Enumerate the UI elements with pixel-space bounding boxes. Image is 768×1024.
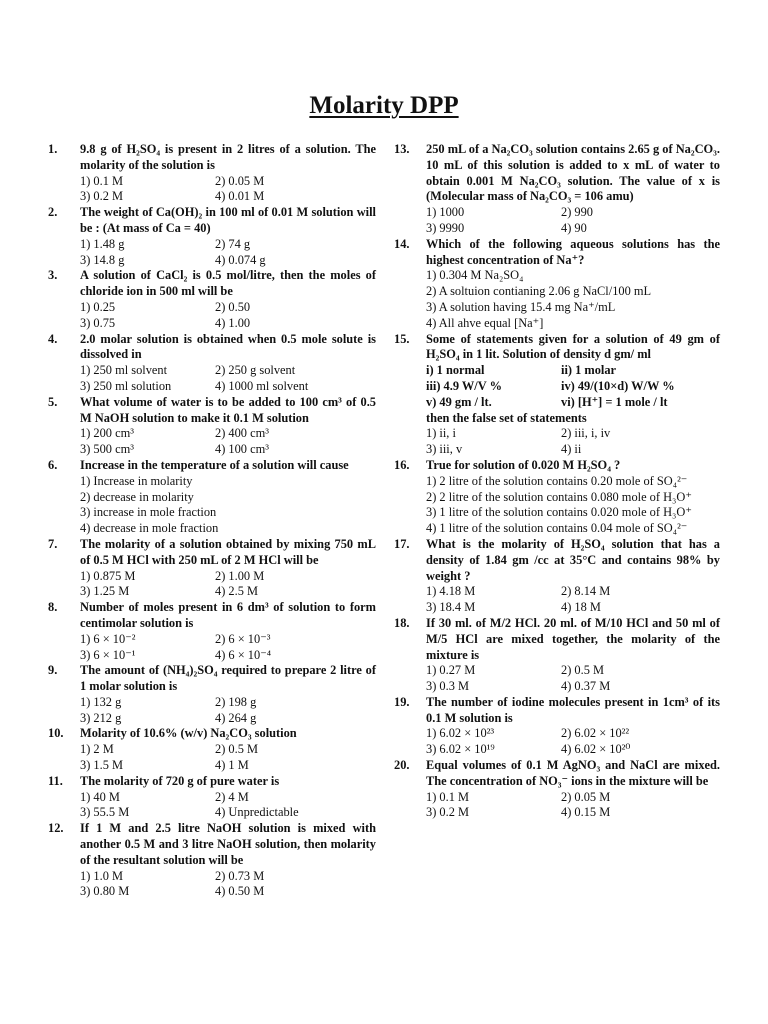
question-20	[394, 758, 720, 821]
answer-option: 1) 6.02 × 10²³	[426, 726, 495, 741]
answer-option: 1) 2 M	[80, 742, 114, 757]
answer-option: 4) 0.074 g	[215, 252, 266, 267]
question-10	[48, 726, 376, 773]
answer-option: 3) 1.25 M	[80, 584, 130, 599]
question-number: 16.	[394, 457, 410, 472]
question-stem: What is the molarity of H₂SO₄ solution that has a density of 1.84 gm /cc at 35°C and contains 98% by weight ?	[426, 536, 720, 583]
question-number: 5.	[48, 394, 58, 409]
answer-option: 4) 0.15 M	[561, 805, 611, 820]
option-list	[80, 237, 376, 269]
option-list	[80, 869, 376, 901]
answer-option: 3) 0.2 M	[426, 805, 470, 820]
question-3	[48, 268, 376, 331]
answer-option: 4) 1 litre of the solution contains 0.04 mole of SO₄²⁻	[426, 521, 688, 536]
question-19	[394, 695, 720, 758]
answer-option: 2) A soltuion contianing 2.06 g NaCl/100 mL	[426, 284, 652, 299]
question-stem: Increase in the temperature of a solution will cause	[80, 457, 349, 472]
statement: vi) [H⁺] = 1 mole / lt	[561, 394, 668, 409]
answer-option: 2) 0.73 M	[215, 868, 265, 883]
question-14	[394, 237, 720, 332]
answer-option: 3) 500 cm³	[80, 442, 134, 457]
question-stem: Which of the following aqueous solutions has the highest concentration of Na⁺?	[426, 236, 720, 267]
question-number: 1.	[48, 142, 58, 156]
answer-option: 3) 18.4 M	[426, 600, 476, 615]
question-11	[48, 774, 376, 821]
answer-option: 1) 0.875 M	[80, 568, 136, 583]
question-number: 13.	[394, 142, 410, 156]
question-13	[394, 142, 720, 237]
answer-option: 1) 0.27 M	[426, 663, 476, 678]
question-stem: A solution of CaCl₂ is 0.5 mol/litre, then the moles of chloride ion in 500 ml will be	[80, 268, 376, 299]
question-number: 3.	[48, 268, 58, 283]
question-number: 14.	[394, 236, 410, 251]
option-list	[80, 174, 376, 206]
statement: iii) 4.9 W/V %	[426, 378, 502, 393]
question-stem: 9.8 g of H₂SO₄ is present in 2 litres of a solution. The molarity of the solution is	[80, 142, 376, 172]
question-4	[48, 332, 376, 395]
option-list	[80, 474, 376, 537]
question-number: 4.	[48, 331, 58, 346]
answer-option: 4) All ahve equal [Na⁺]	[426, 315, 544, 330]
right-column	[394, 142, 720, 821]
answer-option: 1) 0.304 M Na₂SO₄	[426, 268, 524, 283]
question-stem: What volume of water is to be added to 100 cm³ of 0.5 M NaOH solution to make it 0.1 M solution	[80, 394, 376, 425]
answer-option: 3) 9990	[426, 220, 465, 235]
question-number: 2.	[48, 205, 58, 220]
question-7	[48, 537, 376, 600]
answer-option: 4) decrease in mole fraction	[80, 521, 219, 536]
option-list	[80, 569, 376, 601]
answer-option: 1) ii, i	[426, 426, 456, 441]
question-9	[48, 663, 376, 726]
option-list	[80, 742, 376, 774]
answer-option: 2) 74 g	[215, 236, 251, 251]
question-stem: The weight of Ca(OH)₂ in 100 ml of 0.01 M solution will be : (At mass of Ca = 40)	[80, 205, 376, 235]
answer-option: 1) 2 litre of the solution contains 0.20 mole of SO₄²⁻	[426, 473, 688, 488]
question-number: 7.	[48, 536, 58, 551]
answer-option: 2) 0.05 M	[215, 173, 265, 188]
question-number: 17.	[394, 536, 410, 551]
answer-option: 2) 8.14 M	[561, 584, 611, 599]
statement: iv) 49/(10×d) W/W %	[561, 378, 675, 393]
answer-option: 4) 0.01 M	[215, 189, 265, 204]
answer-option: 2) 400 cm³	[215, 426, 269, 441]
answer-option: 1) 1.0 M	[80, 868, 124, 883]
answer-option: 2) 0.5 M	[215, 742, 259, 757]
answer-option: 3) 6.02 × 10¹⁹	[426, 742, 495, 757]
answer-option: 1) 1000	[426, 205, 465, 220]
question-stem: 250 mL of a Na₂CO₃ solution contains 2.65 g of Na₂CO₃. 10 mL of this solution is added to x mL of water to obtain 0.001 M Na₂CO₃ solution. The value of x is (Molecular mass of Na₂CO₃ = 106 amu)	[426, 142, 720, 204]
question-2	[48, 205, 376, 268]
option-list	[426, 205, 720, 237]
answer-option: 4) ii	[561, 442, 582, 457]
answer-option: 4) 6.02 × 10²⁰	[561, 742, 631, 757]
answer-option: 3) iii, v	[426, 442, 463, 457]
answer-option: 2) 0.5 M	[561, 663, 605, 678]
answer-option: 3) 1.5 M	[80, 758, 124, 773]
answer-option: 2) 198 g	[215, 694, 257, 709]
question-number: 8.	[48, 600, 58, 615]
option-list	[426, 474, 720, 537]
answer-option: 2) 2 litre of the solution contains 0.080 mole of H₃O⁺	[426, 489, 692, 504]
answer-option: 4) 1.00	[215, 315, 251, 330]
answer-option: 4) 2.5 M	[215, 584, 259, 599]
statement: v) 49 gm / lt.	[426, 394, 492, 409]
answer-option: 4) 90	[561, 220, 587, 235]
question-number: 20.	[394, 758, 410, 773]
option-list	[426, 790, 720, 822]
page-title: Molarity DPP	[309, 92, 459, 119]
question-stem: If 1 M and 2.5 litre NaOH solution is mixed with another 0.5 M and 3 litre NaOH solution, then molarity of the resultant solution will be	[80, 821, 376, 867]
answer-option: 3) 212 g	[80, 710, 122, 725]
answer-option: 4) 264 g	[215, 710, 257, 725]
option-list	[80, 790, 376, 822]
option-list	[80, 300, 376, 332]
answer-option: 1) 132 g	[80, 694, 122, 709]
answer-option: 1) 6 × 10⁻²	[80, 631, 136, 646]
answer-option: 2) 990	[561, 205, 594, 220]
question-number: 10.	[48, 726, 64, 741]
answer-option: 4) 0.37 M	[561, 679, 611, 694]
answer-option: 3) 0.2 M	[80, 189, 124, 204]
question-stem: The amount of (NH₄)₂SO₄ required to prepare 2 litre of 1 molar solution is	[80, 663, 376, 694]
option-list	[426, 726, 720, 758]
answer-option: 2) 0.50	[215, 299, 251, 314]
answer-option: 1) Increase in molarity	[80, 473, 193, 488]
question-8	[48, 600, 376, 663]
statement-note: then the false set of statements	[426, 410, 587, 425]
answer-option: 1) 0.1 M	[80, 173, 124, 188]
question-18	[394, 616, 720, 695]
question-5	[48, 395, 376, 458]
question-number: 19.	[394, 694, 410, 709]
answer-option: 1) 40 M	[80, 789, 120, 804]
question-number: 9.	[48, 663, 58, 678]
answer-option: 2) 6.02 × 10²²	[561, 726, 630, 741]
answer-option: 3) 1 litre of the solution contains 0.020 mole of H₃O⁺	[426, 505, 692, 520]
answer-option: 1) 200 cm³	[80, 426, 134, 441]
answer-option: 3) 14.8 g	[80, 252, 125, 267]
answer-option: 3) A solution having 15.4 mg Na⁺/mL	[426, 299, 616, 314]
question-6	[48, 458, 376, 537]
answer-option: 2) 1.00 M	[215, 568, 265, 583]
question-number: 18.	[394, 615, 410, 630]
answer-option: 2) 250 g solvent	[215, 363, 296, 378]
answer-option: 4) 18 M	[561, 600, 601, 615]
answer-option: 4) 100 cm³	[215, 442, 269, 457]
statement-list	[426, 363, 720, 410]
answer-option: 1) 1.48 g	[80, 236, 125, 251]
question-stem: The number of iodine molecules present in 1cm³ of its 0.1 M solution is	[426, 694, 720, 725]
question-number: 11.	[48, 773, 63, 788]
question-stem: 2.0 molar solution is obtained when 0.5 mole solute is dissolved in	[80, 331, 376, 362]
option-list	[80, 632, 376, 664]
left-column	[48, 142, 376, 900]
question-stem: Number of moles present in 6 dm³ of solution to form centimolar solution is	[80, 600, 376, 630]
question-number: 12.	[48, 821, 64, 836]
answer-option: 1) 250 ml solvent	[80, 363, 168, 378]
statement: ii) 1 molar	[561, 363, 617, 378]
answer-option: 3) 0.75	[80, 315, 116, 330]
question-15	[394, 332, 720, 458]
option-list	[426, 584, 720, 616]
question-stem: Equal volumes of 0.1 M AgNO₃ and NaCl are mixed. The concentration of NO₃⁻ ions in the mixture will be	[426, 758, 720, 788]
answer-option: 2) 0.05 M	[561, 789, 611, 804]
question-12	[48, 821, 376, 900]
answer-option: 3) 250 ml solution	[80, 378, 172, 393]
question-16	[394, 458, 720, 537]
answer-option: 3) 55.5 M	[80, 805, 130, 820]
question-stem: Molarity of 10.6% (w/v) Na₂CO₃ solution	[80, 726, 297, 741]
answer-option: 3) 6 × 10⁻¹	[80, 647, 136, 662]
question-stem: True for solution of 0.020 M H₂SO₄ ?	[426, 457, 621, 472]
option-list	[426, 426, 720, 458]
option-list	[80, 363, 376, 395]
answer-option: 3) 0.3 M	[426, 679, 470, 694]
question-17	[394, 537, 720, 616]
question-stem: Some of statements given for a solution of 49 gm of H₂SO₄ in 1 lit. Solution of density d gm/ ml	[426, 331, 720, 362]
question-number: 15.	[394, 331, 410, 346]
option-list	[426, 663, 720, 695]
answer-option: 2) 4 M	[215, 789, 249, 804]
answer-option: 2) iii, i, iv	[561, 426, 611, 441]
answer-option: 4) Unpredictable	[215, 805, 299, 820]
question-stem: If 30 ml. of M/2 HCl. 20 ml. of M/10 HCl and 50 ml of M/5 HCl are mixed together, the molarity of the mixture is	[426, 615, 720, 662]
question-stem: The molarity of a solution obtained by mixing 750 mL of 0.5 M HCl with 250 mL of 2 M HCl will be	[80, 536, 376, 567]
answer-option: 2) 6 × 10⁻³	[215, 631, 271, 646]
option-list	[80, 426, 376, 458]
answer-option: 4) 1 M	[215, 758, 249, 773]
answer-option: 1) 0.1 M	[426, 789, 470, 804]
answer-option: 1) 0.25	[80, 299, 116, 314]
question-1	[48, 142, 376, 205]
answer-option: 3) 0.80 M	[80, 884, 130, 899]
answer-option: 4) 1000 ml solvent	[215, 378, 309, 393]
answer-option: 4) 0.50 M	[215, 884, 265, 899]
answer-option: 2) decrease in molarity	[80, 489, 194, 504]
statement: i) 1 normal	[426, 363, 485, 378]
question-number: 6.	[48, 457, 58, 472]
answer-option: 4) 6 × 10⁻⁴	[215, 647, 272, 662]
option-list	[80, 695, 376, 727]
question-stem: The molarity of 720 g of pure water is	[80, 773, 280, 788]
answer-option: 3) increase in mole fraction	[80, 505, 217, 520]
answer-option: 1) 4.18 M	[426, 584, 476, 599]
option-list	[426, 268, 720, 331]
